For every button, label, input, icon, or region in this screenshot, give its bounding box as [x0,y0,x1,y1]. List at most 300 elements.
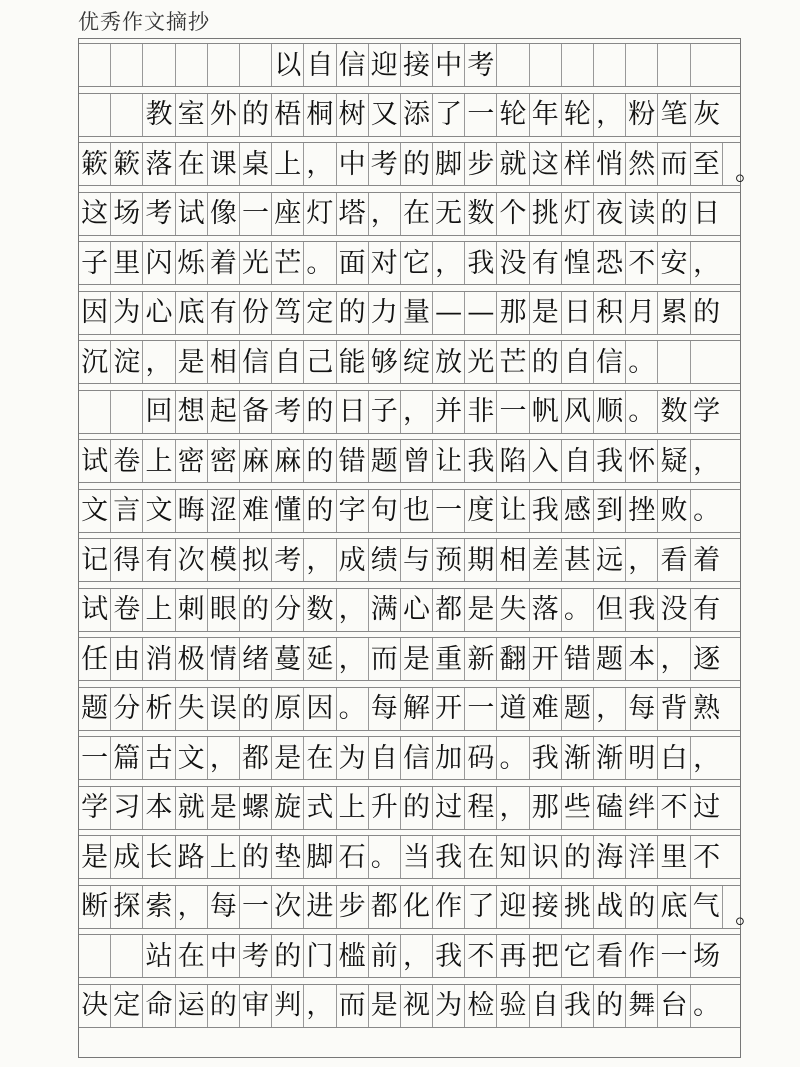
grid-cell: 熟 [693,693,721,724]
grid-cell: 战 [594,886,626,928]
grid-cell: 沉 [79,341,111,383]
grid-cell: 是 [369,985,401,1027]
grid-cell: 验 [497,985,529,1027]
grid-cell: 塔 [337,193,369,235]
grid-cell: 为 [433,985,465,1027]
grid-cell: — [465,292,497,334]
essay-line [79,885,762,930]
grid-cell: 。 [562,589,594,631]
grid-cell: 那 [530,787,562,829]
grid-cell: 教 [143,94,175,136]
grid-cell: 懂 [272,490,304,532]
grid-cell: 数 [304,589,336,631]
essay-line [79,489,740,533]
grid-cell: 一 [240,193,272,235]
grid-cell: ， [337,589,369,631]
grid-cell: 是 [208,787,240,829]
grid-cell: 解 [401,688,433,730]
grid-cell: 加 [433,737,465,779]
grid-cell [208,44,240,86]
grid-cell: 风 [562,391,594,433]
grid-cell: 脚 [433,143,465,185]
grid-cell [111,94,143,136]
grid-cell: ， [176,886,208,928]
grid-cell: 自 [562,440,594,482]
grid-cell: 陷 [497,440,529,482]
grid-cell: 背 [658,688,690,730]
grid-cell: 回 [143,391,175,433]
grid-cell: 本 [626,638,658,680]
grid-cell: 烁 [176,242,208,284]
essay-line [79,340,740,384]
grid-cell: 惶 [562,242,594,284]
grid-cell: 。 [693,990,721,1021]
grid-cell: ， [693,247,721,279]
grid-cell: ， [594,688,626,730]
grid-cell: 迎 [497,886,529,928]
grid-cell: 这 [530,143,562,185]
grid-cell: 升 [369,787,401,829]
grid-cell: 有 [208,292,240,334]
grid-cell: 一 [465,688,497,730]
grid-cell [626,44,658,86]
grid-cell: 我 [465,242,497,284]
essay-line [79,439,740,483]
grid-cell: 考 [369,143,401,185]
grid-cell: 的 [401,787,433,829]
grid-cell: 我 [626,589,658,631]
grid-cell: 有 [530,242,562,284]
essay-line [79,637,740,681]
grid-cell: 落 [143,143,175,185]
essay-line [79,538,740,582]
grid-cell: 以 [272,44,304,86]
grid-cell: 都 [433,589,465,631]
grid-cell: 识 [530,836,562,878]
grid-cell: 考 [240,935,272,977]
grid-cell: 看 [594,935,626,977]
grid-cell: 入 [530,440,562,482]
grid-cell [497,44,529,86]
grid-cell: 场 [111,193,143,235]
grid-cell: 垫 [272,836,304,878]
grid-cell: 芒 [272,242,304,284]
grid-cell: 绽 [401,341,433,383]
grid-cell: 夜 [594,193,626,235]
grid-cell: 了 [465,886,497,928]
grid-cell: 淀 [111,341,143,383]
grid-cell: 这 [79,193,111,235]
grid-cell: 石 [337,836,369,878]
essay-line [79,588,740,632]
grid-cell [530,44,562,86]
grid-cell: ， [304,539,336,581]
grid-cell: 课 [208,143,240,185]
grid-cell: 分 [272,589,304,631]
grid-cell: 把 [530,935,562,977]
grid-cell: 让 [433,440,465,482]
grid-cell: 室 [176,94,208,136]
essay-line [79,241,740,285]
grid-cell: 卷 [111,589,143,631]
grid-cell: 而 [369,638,401,680]
grid-cell: 年 [530,94,562,136]
grid-cell [240,44,272,86]
grid-cell: 因 [304,688,336,730]
grid-cell: 迎 [369,44,401,86]
grid-cell: 延 [304,638,336,680]
grid-cell: 起 [208,391,240,433]
grid-cell: 题 [562,688,594,730]
grid-cell: 自 [530,985,562,1027]
grid-cell: 得 [111,539,143,581]
grid-cell: 开 [530,638,562,680]
grid-cell: 路 [176,836,208,878]
grid-cell: 甚 [562,539,594,581]
grid-cell: 文 [79,490,111,532]
grid-cell: 极 [176,638,208,680]
grid-cell: 是 [401,638,433,680]
grid-cell: 没 [658,589,690,631]
grid-cell: 挫 [626,490,658,532]
grid-cell: 数 [465,193,497,235]
grid-cell: 考 [272,391,304,433]
grid-cell: ， [337,638,369,680]
grid-cell [176,44,208,86]
grid-cell: 里 [111,242,143,284]
grid-cell: 簌 [79,143,111,185]
grid-cell: 审 [240,985,272,1027]
grid-cell: 洋 [626,836,658,878]
grid-cell: 我 [594,440,626,482]
grid-cell: ， [143,341,175,383]
grid-cell: ， [304,143,336,185]
grid-cell: 的 [401,143,433,185]
grid-cell: 长 [143,836,175,878]
grid-cell: 远 [594,539,626,581]
grid-cell: 难 [240,490,272,532]
grid-cell: 当 [401,836,433,878]
header-note: 优秀作文摘抄 [78,10,210,34]
grid-cell: 月 [626,292,658,334]
grid-cell: ， [658,638,690,680]
grid-cell: 是 [272,737,304,779]
grid-cell: 开 [433,688,465,730]
grid-cell: 信 [240,341,272,383]
grid-cell: 步 [465,143,497,185]
grid-cell: 因 [79,292,111,334]
grid-cell: 有 [693,594,721,625]
grid-cell: 古 [143,737,175,779]
grid-cell: 个 [497,193,529,235]
grid-cell: 面 [337,242,369,284]
grid-cell: 了 [433,94,465,136]
grid-cell: 我 [562,985,594,1027]
grid-cell: 光 [240,242,272,284]
grid-cell: 也 [401,490,433,532]
grid-cell: 接 [530,886,562,928]
grid-cell: 学 [693,396,721,427]
grid-cell: 逐 [693,643,721,675]
grid-cell: 习 [111,787,143,829]
grid-cell: 不 [465,935,497,977]
grid-cell: 像 [208,193,240,235]
grid-cell: 轮 [562,94,594,136]
grid-cell: 份 [240,292,272,334]
essay-line [79,93,740,137]
grid-cell: 不 [626,242,658,284]
grid-cell: 接 [401,44,433,86]
essay-line [79,984,740,1028]
grid-cell: 信 [401,737,433,779]
grid-cell [111,44,143,86]
grid-cell: 命 [143,985,175,1027]
grid-cell: 桐 [304,94,336,136]
grid-cell: 站 [143,935,175,977]
grid-cell: ， [594,94,626,136]
grid-cell: 上 [143,440,175,482]
grid-cell: 检 [465,985,497,1027]
grid-cell: 。 [497,737,529,779]
grid-cell: 的 [304,391,336,433]
grid-cell: 子 [79,242,111,284]
grid-cell: 怀 [626,440,658,482]
grid-cell [143,44,175,86]
grid-cell: 错 [337,440,369,482]
grid-cell: 断 [79,886,111,928]
grid-cell: 日 [562,292,594,334]
grid-cell: 度 [465,490,497,532]
grid-cell: 期 [465,539,497,581]
grid-cell: — [433,292,465,334]
grid-cell: 句 [369,490,401,532]
grid-cell: 是 [530,292,562,334]
grid-cell: 悄 [594,143,626,185]
grid-cell: 想 [176,391,208,433]
grid-cell: 挑 [530,193,562,235]
grid-cell: ， [693,742,721,774]
grid-cell: 在 [304,737,336,779]
grid-cell: 样 [562,143,594,185]
grid-cell: 晦 [176,490,208,532]
grid-cell: 自 [369,737,401,779]
grid-cell: 进 [304,886,336,928]
grid-cell: 读 [626,193,658,235]
grid-cell [691,341,723,383]
grid-cell: 次 [176,539,208,581]
grid-cell: 我 [465,440,497,482]
grid-cell: 顺 [594,391,626,433]
grid-cell: 分 [111,688,143,730]
grid-cell: 着 [208,242,240,284]
grid-cell: 场 [693,940,721,972]
grid-cell: 渐 [594,737,626,779]
essay-line [79,291,740,335]
grid-cell: 相 [208,341,240,383]
grid-cell: 定 [304,292,336,334]
grid-cell: 里 [658,836,690,878]
grid-cell: 的 [562,836,594,878]
grid-cell: 析 [143,688,175,730]
grid-cell [562,44,594,86]
grid-cell: 光 [465,341,497,383]
grid-cell: 梧 [272,94,304,136]
grid-cell: 本 [143,787,175,829]
grid-cell: 再 [497,935,529,977]
grid-cell: 放 [433,341,465,383]
grid-cell: 落 [530,589,562,631]
grid-cell: 翻 [497,638,529,680]
grid-cell: ， [369,193,401,235]
essay-line [79,687,740,731]
grid-cell: 误 [208,688,240,730]
grid-cell: 每 [626,688,658,730]
grid-cell: 任 [79,638,111,680]
grid-cell: 是 [465,589,497,631]
grid-cell: 备 [240,391,272,433]
grid-cell: 至 [691,143,723,185]
grid-cell: 在 [465,836,497,878]
grid-cell: 有 [143,539,175,581]
grid-cell: 。 [693,495,721,526]
grid-cell: 成 [111,836,143,878]
grid-cell [79,94,111,136]
grid-cell: 而 [337,985,369,1027]
grid-cell: 己 [304,341,336,383]
grid-cell [79,44,111,86]
grid-cell: 没 [497,242,529,284]
grid-cell: 我 [433,836,465,878]
grid-cell: 篇 [111,737,143,779]
grid-cell: 探 [111,886,143,928]
grid-cell: 然 [626,143,658,185]
grid-cell: 作 [433,886,465,928]
grid-cell: 消 [143,638,175,680]
grid-cell: 绪 [240,638,272,680]
grid-cell: 槛 [337,935,369,977]
grid-cell: 灰 [693,99,721,130]
grid-cell: 预 [433,539,465,581]
grid-cell: 为 [111,292,143,334]
grid-cell: 挑 [562,886,594,928]
grid-cell: 视 [401,985,433,1027]
grid-cell: 每 [208,886,240,928]
grid-cell: 而 [658,143,690,185]
essay-title [79,43,740,87]
grid-cell: 言 [111,490,143,532]
grid-cell: 。 [369,836,401,878]
margin-overflow-glyph: 。 [735,898,762,930]
grid-cell: 过 [693,792,721,823]
grid-cell: 原 [272,688,304,730]
grid-cell: 式 [304,787,336,829]
grid-cell: ， [497,787,529,829]
grid-cell: 绊 [626,787,658,829]
grid-cell: ， [433,242,465,284]
grid-cell: 失 [176,688,208,730]
grid-cell: 情 [208,638,240,680]
grid-cell: 海 [594,836,626,878]
grid-cell: 些 [562,787,594,829]
grid-cell: 记 [79,539,111,581]
grid-cell [691,44,723,86]
essay-line [79,786,740,830]
grid-cell: 曾 [401,440,433,482]
grid-cell: 满 [369,589,401,631]
essay-line [79,142,762,187]
grid-cell: 的 [240,94,272,136]
grid-cell: 的 [594,985,626,1027]
grid-cell: 簌 [111,143,143,185]
grid-cell: 密 [208,440,240,482]
grid-cell: 上 [143,589,175,631]
grid-cell: 学 [79,787,111,829]
grid-cell: 的 [272,935,304,977]
grid-cell: 自 [304,44,336,86]
grid-cell: 密 [176,440,208,482]
grid-cell: 芒 [497,341,529,383]
grid-cell: ， [401,391,433,433]
grid-cell: 程 [465,787,497,829]
grid-cell: 相 [497,539,529,581]
grid-cell: 渐 [562,737,594,779]
grid-cell: 的 [530,341,562,383]
grid-cell: 失 [497,589,529,631]
grid-cell: 上 [208,836,240,878]
grid-cell: 。 [626,391,658,433]
grid-cell: 。 [626,341,658,383]
grid-cell: 试 [79,440,111,482]
grid-cell: 蔓 [272,638,304,680]
grid-cell: 麻 [240,440,272,482]
grid-cell: 一 [240,886,272,928]
grid-cell: 是 [79,836,111,878]
grid-cell: 题 [79,688,111,730]
grid-cell: 不 [658,787,690,829]
grid-cell: 与 [401,539,433,581]
grid-cell: 拟 [240,539,272,581]
grid-cell: 积 [594,292,626,334]
grid-cell: 每 [369,688,401,730]
grid-cell: 到 [594,490,626,532]
grid-cell: 新 [465,638,497,680]
grid-cell: 难 [530,688,562,730]
grid-cell: 能 [337,341,369,383]
grid-cell: 模 [208,539,240,581]
grid-cell: 错 [562,638,594,680]
grid-cell: 疑 [658,440,690,482]
grid-cell: 试 [176,193,208,235]
grid-cell: 树 [337,94,369,136]
grid-cell: 前 [369,935,401,977]
grid-cell: 刺 [176,589,208,631]
grid-cell: 累 [658,292,690,334]
grid-cell: 气 [691,886,723,928]
grid-cell: 灯 [304,193,336,235]
grid-cell: ， [693,445,721,477]
grid-cell: 并 [433,391,465,433]
grid-cell: 的 [208,985,240,1027]
grid-cell: 麻 [272,440,304,482]
grid-cell: 台 [658,985,690,1027]
grid-cell: 化 [401,886,433,928]
grid-cell: 就 [497,143,529,185]
grid-cell: 中 [337,143,369,185]
grid-cell: 门 [304,935,336,977]
grid-cell: 文 [143,490,175,532]
grid-cell: 败 [658,490,690,532]
grid-cell: 螺 [240,787,272,829]
